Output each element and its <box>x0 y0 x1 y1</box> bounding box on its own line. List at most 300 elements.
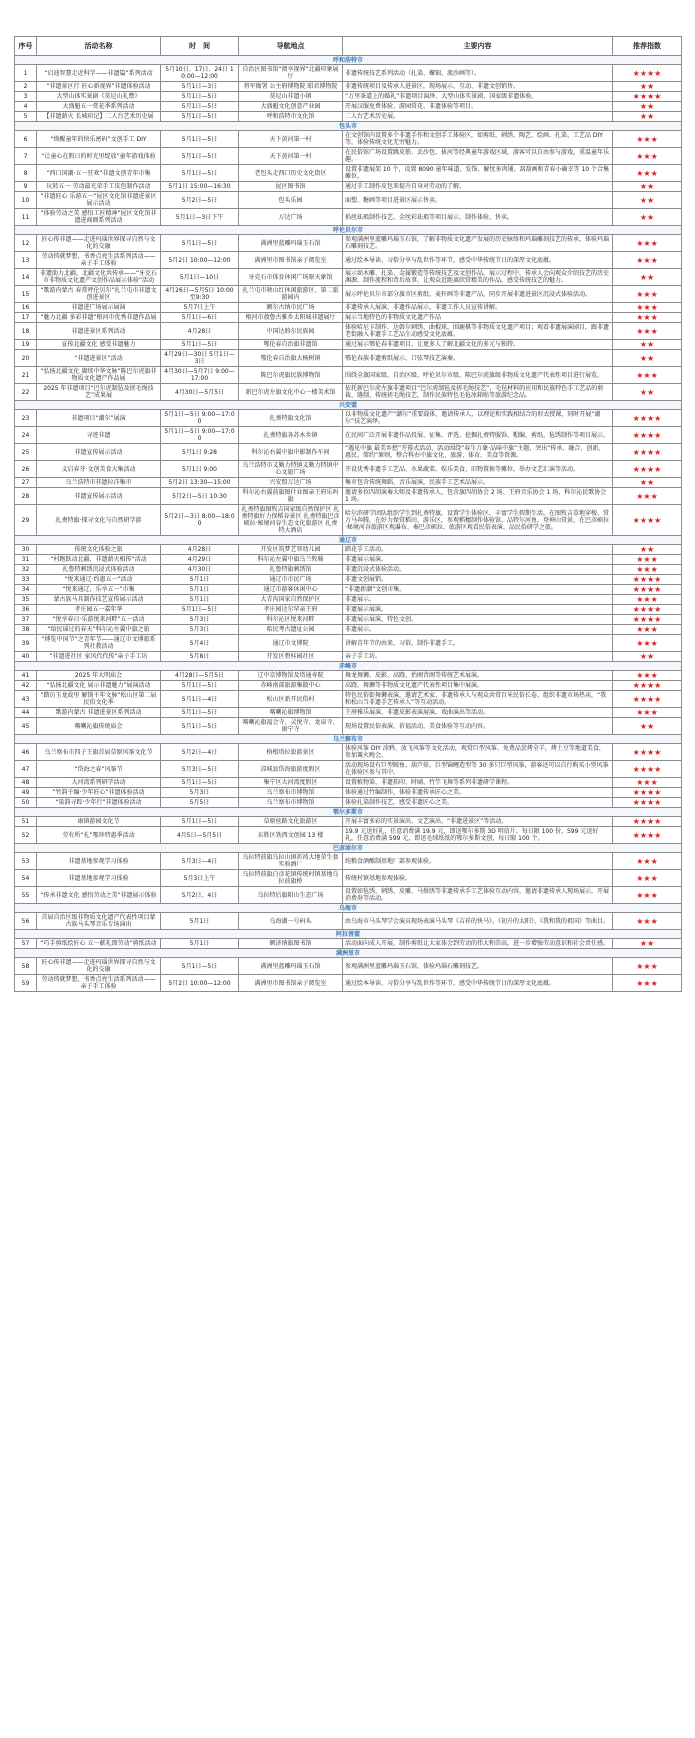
cell-content: 在文创馆内设置多个非遗手作和文创手工体验区，如剪纸、刺绣、陶艺、绘画、扎染、工艺品 DIY 等，体验传统文化无穷魅力。 <box>343 131 613 148</box>
table-row <box>15 827 682 844</box>
cell-time: 4月29日—30日 5月1日—3日 <box>161 350 239 367</box>
cell-no: 35 <box>15 595 37 605</box>
header-place: 导航地点 <box>239 37 343 56</box>
cell-time: 5月8日 <box>161 652 239 662</box>
table-row <box>15 817 682 827</box>
cell-time: 5月1日 <box>161 595 239 605</box>
cell-rating: ★★★ <box>613 565 682 575</box>
cell-rating: ★★ <box>613 112 682 122</box>
cell-content: 活动现场设有巨型鲸鱼、葫芦娃、巨型锦鲤造型等 30 多只巨型风筝，游客还可以自行购买小型风筝在体验区参与其中。 <box>343 761 613 778</box>
cell-rating: ★★★★ <box>613 788 682 798</box>
cell-place: 满洲里蓝雕玛瑙玉石馆 <box>239 235 343 252</box>
cell-name: 非遗进景区系列活动 <box>37 323 161 340</box>
cell-content: 以非物质文化遗产“潮尔”重要载体，邀请传承人，以理论和实践相结合的形式授课，同时开展“潮尔”技艺演绎。 <box>343 410 613 427</box>
cell-place: 东胜区铁西文创园 13 楼 <box>239 827 343 844</box>
cell-name: 蒙古族马具制作技艺宣传展示活动 <box>37 595 161 605</box>
cell-name: 大盛魁五一赏花季系列活动 <box>37 102 161 112</box>
cell-place: 扎赉特旗图牧吉国家级自然保护区 扎赉特旗好力保稻谷景区 扎赉特旗巴彦硕拉·秘境河谷生态文化旅游区 扎赉特大酒店 <box>239 505 343 536</box>
cell-name: 非遗基地参观学习体验 <box>37 870 161 887</box>
cell-no: 45 <box>15 718 37 735</box>
cell-no: 48 <box>15 778 37 788</box>
cell-content: 非遗展示展演。 <box>343 555 613 565</box>
cell-rating: ★★ <box>613 192 682 209</box>
cell-content: 讲解青年节的由来、习俗，制作非遗手工。 <box>343 635 613 652</box>
cell-place: 满洲里市图书馆亲子阅览室 <box>239 252 343 269</box>
cell-content: 体验风筝 DIY 涂鸦、放飞风筝等文化活动，观赏巨型风筝、免费品尝烤全羊，烤土豆等地道美食，参加篝火晚会。 <box>343 744 613 761</box>
table-row <box>15 913 682 930</box>
cell-content: 高跷、舞狮等非物质文化遗产代表性项目集中展演。 <box>343 681 613 691</box>
cell-place: 将军衙署 公主府博物院 昭君博物院 <box>239 82 343 92</box>
cell-no: 8 <box>15 165 37 182</box>
cell-rating: ★★★ <box>613 635 682 652</box>
table-row <box>15 367 682 384</box>
cell-place: 中国达斡尔民族园 <box>239 323 343 340</box>
cell-rating: ★★ <box>613 939 682 949</box>
cell-no: 28 <box>15 488 37 505</box>
cell-name: 【非遗薪火 长城印记】二人台艺术历史展 <box>37 112 161 122</box>
cell-time: 5月3日—4日 <box>161 853 239 870</box>
table-row <box>15 148 682 165</box>
cell-time: 4月29日 <box>161 555 239 565</box>
cell-content: “遇见中旗 最美乡愁”开幕式活动，活动围绕“春生万象·品味中旗”主题，突出“传承、融合、创新、惠民、简约”原则，整合科右中旗文化、旅游、体育、美食等资源。 <box>343 444 613 461</box>
cell-name: 康镇游园文化节 <box>37 817 161 827</box>
cell-content: 在民间广泛开展非遗作品投展、征集、评选、挖掘扎赉特服饰、帽编、剪纸、毡绣制作等项目展示。 <box>343 427 613 444</box>
cell-no: 9 <box>15 182 37 192</box>
table-row <box>15 427 682 444</box>
cell-place: 乌兰察布市博物馆 <box>239 798 343 808</box>
cell-time: 4月30日 <box>161 565 239 575</box>
table-row <box>15 313 682 323</box>
region-header-row <box>15 949 682 958</box>
cell-content: 展示当地特色的非物质文化遗产作品 <box>343 313 613 323</box>
cell-content: 舞龙舞狮、皮影、高跷、抬阁背阁等传统艺术展演。 <box>343 671 613 681</box>
cell-no: 24 <box>15 427 37 444</box>
cell-name: “歌游内蒙古 春赏呼伦贝尔”扎兰屯市非遗文创进景区 <box>37 286 161 303</box>
cell-time: 5月1日—5日 <box>161 148 239 165</box>
cell-rating: ★★ <box>613 269 682 286</box>
cell-time: 5月1日—3日 <box>161 82 239 92</box>
cell-time: 5月1日—5日 <box>161 92 239 102</box>
cell-place: 格根塔拉旅游景区 <box>239 744 343 761</box>
cell-content: 集市包含传统舞蹈、音乐展演，民族手工艺术品展示。 <box>343 478 613 488</box>
cell-name: “西口国潮·五一狂欢”非遗文创青年市集 <box>37 165 161 182</box>
cell-place: 开发区筑梦艺智幼儿园 <box>239 545 343 555</box>
cell-place: 满洲里市图书馆亲子阅览室 <box>239 975 343 992</box>
table-body <box>15 56 682 992</box>
region-name: 乌海市 <box>15 904 682 913</box>
table-row <box>15 615 682 625</box>
cell-rating: ★★★ <box>613 975 682 992</box>
cell-no: 10 <box>15 192 37 209</box>
cell-no: 26 <box>15 461 37 478</box>
cell-content: 面塑、糖画等项目进景区展示售卖。 <box>343 192 613 209</box>
cell-content: 开设优秀非遗手工艺品、水果蔬菜、娱乐美食、旧物置换等摊位，举办文艺汇演等活动。 <box>343 461 613 478</box>
cell-rating: ★★★ <box>613 313 682 323</box>
cell-content: 非遗展示展演、特色文创。 <box>343 615 613 625</box>
cell-name: “博览中国节”之青年节——通辽市文博旅系列社教活动 <box>37 635 161 652</box>
cell-rating: ★★★★ <box>613 65 682 82</box>
table-row <box>15 718 682 735</box>
cell-no: 22 <box>15 384 37 401</box>
cell-no: 52 <box>15 827 37 844</box>
cell-content: 展示如木雕、扎染、金属锻造等传统技艺及文创作品，展示过程中，传承人会向观众介绍技艺的历史渊源、制作流程和背后故事，让观众近距离欣赏精美的作品，感受传统技艺的魅力。 <box>343 269 613 286</box>
cell-no: 37 <box>15 615 37 625</box>
cell-name: “村跑跃动北疆，非遗薪火相传”活动 <box>37 555 161 565</box>
cell-no: 4 <box>15 102 37 112</box>
cell-place: 乌拉特前旗乌拉山镇祈祷大地荣生套实验酒厂 <box>239 853 343 870</box>
cell-no: 43 <box>15 691 37 708</box>
cell-rating: ★★★ <box>613 555 682 565</box>
cell-name: “非遗进景区”活动 <box>37 350 161 367</box>
cell-rating: ★★★★ <box>613 691 682 708</box>
cell-content: 非遗传统技艺系列活动（扎染、螺钿、流沙画等）。 <box>343 65 613 82</box>
cell-content: 通过绘本导读、习俗分享与乱世作等环节，感受中华传统节日的深厚文化底蕴。 <box>343 252 613 269</box>
cell-time: 4月28日—5月5日 <box>161 671 239 681</box>
cell-rating: ★★ <box>613 350 682 367</box>
cell-place: 喀喇沁旗博物馆 <box>239 708 343 718</box>
cell-name: 匠心传非遗——走进玛瑙世界探寻自然与文化的交融 <box>37 958 161 975</box>
cell-name: 非遗助力北疆，北疆文化共传承——“牙克石市非物质文化遗产文创作品展示体验”活动 <box>37 269 161 286</box>
cell-no: 13 <box>15 252 37 269</box>
cell-name: 非遗基地参观学习体验 <box>37 853 161 870</box>
cell-content: 非遗传统项目及传承人进景区，现场展示、互动、非遗文创销售。 <box>343 82 613 92</box>
cell-no: 30 <box>15 545 37 555</box>
cell-place: 乌拉特后旗阳山生态广场 <box>239 887 343 904</box>
cell-rating: ★★ <box>613 652 682 662</box>
cell-time: 5月1日—5日 <box>161 131 239 148</box>
cell-no: 17 <box>15 313 37 323</box>
table-row <box>15 708 682 718</box>
cell-time: 5月5日 <box>161 798 239 808</box>
cell-name: “悦来通辽，乐享五一”市集 <box>37 585 161 595</box>
cell-place: 开发区碧桂园社区 <box>239 652 343 662</box>
cell-name: 乌兰浩特市非遗拉洋集市 <box>37 478 161 488</box>
cell-name: 宣传北疆文化 感受非遗魅力 <box>37 340 161 350</box>
cell-place: 赤峰南部旅游集散中心 <box>239 681 343 691</box>
cell-name: 歌游内蒙古 非遗进景区系列活动 <box>37 708 161 718</box>
table-row <box>15 681 682 691</box>
table-row <box>15 350 682 367</box>
cell-place: 乌兰浩特市义勤力特镇义勤力特镇中心文旅广场 <box>239 461 343 478</box>
region-name: 呼伦贝尔市 <box>15 226 682 235</box>
table-row <box>15 92 682 102</box>
cell-rating: ★★★★ <box>613 461 682 478</box>
cell-place: 扎兰屯市映山红休闲旅游区、第二旅游园内 <box>239 286 343 303</box>
cell-time: 5月1日—5日 9:00—17:00 <box>161 410 239 427</box>
cell-rating: ★★★★ <box>613 585 682 595</box>
cell-no: 55 <box>15 887 37 904</box>
table-row <box>15 384 682 401</box>
cell-content: 体验通过竹编制作，体验非遗传承匠心之美。 <box>343 788 613 798</box>
region-header-row <box>15 844 682 853</box>
region-header-row <box>15 536 682 545</box>
region-name: 巴彦淖尔市 <box>15 844 682 853</box>
cell-place: 科尔沁左翼中旗乌兰牧骑 <box>239 555 343 565</box>
cell-name: “竹韵千编·少年匠心”非遗体验活动 <box>37 788 161 798</box>
table-row <box>15 209 682 226</box>
cell-time: 5月1日—5日 <box>161 340 239 350</box>
table-row <box>15 975 682 992</box>
cell-rating: ★★★★ <box>613 605 682 615</box>
cell-rating: ★★★ <box>613 887 682 904</box>
cell-place: 孝庄园达尔罕亲王府 <box>239 605 343 615</box>
cell-name: 2025 年非遗项目“巴尔虎制毡及搓毛绳技艺”成果展 <box>37 384 161 401</box>
region-name: 通辽市 <box>15 536 682 545</box>
table-row <box>15 887 682 904</box>
cell-content: 依托新巴尔虎左旗非遗项目“巴尔虎制毡及搓毛绳技艺”，毛毡材料的应用和民族特色手工艺品的剪裁、缝制、传统搓毛绳技艺，制作民族特色毛毡冰箱贴等旅游纪念品。 <box>343 384 613 401</box>
cell-time: 5月3日 <box>161 788 239 798</box>
cell-content: 由乌海市马头琴学会演员现场表演马头琴《吉祥的快马》、《初升的太阳》、《我和我的祖国》等曲目。 <box>343 913 613 930</box>
region-name: 赤峰市 <box>15 662 682 671</box>
cell-time: 5月1日—5日 <box>161 102 239 112</box>
cell-no: 11 <box>15 209 37 226</box>
cell-no: 53 <box>15 853 37 870</box>
cell-no: 33 <box>15 575 37 585</box>
cell-no: 38 <box>15 625 37 635</box>
region-header-row <box>15 735 682 744</box>
cell-place: 扎赉特旗文化馆 <box>239 410 343 427</box>
cell-time: 5月1日—3日下午 <box>161 209 239 226</box>
cell-name: 大河湾系列研学活动 <box>37 778 161 788</box>
cell-name: 劳动铸就梦想，书香点亮生活系列活动——亲子手工体验 <box>37 975 161 992</box>
cell-time: 5月3日 <box>161 615 239 625</box>
table-row <box>15 410 682 427</box>
cell-time: 5月7日上午 <box>161 303 239 313</box>
cell-rating: ★★ <box>613 209 682 226</box>
cell-name: “弘扬北疆文化 展示非遗魅力”展演活动 <box>37 681 161 691</box>
cell-name: “启迪智慧走近科学——非遗篇”系列活动 <box>37 65 161 82</box>
cell-content: 王府雅乐展演、非遗皮影表演展演、戏曲演出等活动。 <box>343 708 613 718</box>
cell-rating: ★★ <box>613 340 682 350</box>
cell-name: “巧手剪纸绘匠心 五一献礼颂劳动”剪纸活动 <box>37 939 161 949</box>
region-header-row <box>15 226 682 235</box>
cell-name: 孝庄园五一嘉年华 <box>37 605 161 615</box>
cell-rating: ★★★ <box>613 303 682 313</box>
cell-content: 活动面向成人开展，制作剪纸让大家体会到劳动的伟大和崇高，进一步增强劳动意识和社会责任感。 <box>343 939 613 949</box>
cell-name: “非遗景区行 匠心新视界”非遗体验活动 <box>37 82 161 92</box>
cell-content: 参观满洲里蓝雕玛瑙玉石馆，了解非物质文化遗产发展的历史脉络和玛瑙雕刻技艺的传承，体验玛瑙石雕刻技艺。 <box>343 235 613 252</box>
cell-place: 老包头走西口历史文化街区 <box>239 165 343 182</box>
cell-content: 鄂伦春族非遗剪纸展示、口弦琴技艺演奏。 <box>343 350 613 367</box>
table-row <box>15 131 682 148</box>
cell-time: 5月2日 10:00—12:00 <box>161 975 239 992</box>
table-row <box>15 478 682 488</box>
table-row <box>15 112 682 122</box>
table-row <box>15 192 682 209</box>
cell-time: 5月2日—4日 <box>161 744 239 761</box>
cell-time: 5月1日—5日 <box>161 958 239 975</box>
cell-place: 哈民考古遗址公园 <box>239 625 343 635</box>
cell-rating: ★★★★ <box>613 427 682 444</box>
cell-rating: ★★ <box>613 718 682 735</box>
cell-rating: ★★ <box>613 102 682 112</box>
cell-name: 非遗宣传展示活动 <box>37 488 161 505</box>
cell-time: 4月5日—5月5日 <box>161 827 239 844</box>
table-row <box>15 323 682 340</box>
header-no: 序号 <box>15 37 37 56</box>
cell-no: 40 <box>15 652 37 662</box>
cell-content: 19.9 元送好礼，任意消费满 19.9 元，即送鄂尔多斯 3D 明信片。每日限 100 份，599 元送好礼，任意消费满 599 元，即送毛绒纸纸的鄂尔多斯文创，每日限 100 个。 <box>343 827 613 844</box>
table-row <box>15 652 682 662</box>
cell-no: 15 <box>15 286 37 303</box>
table-row <box>15 761 682 778</box>
cell-content: 通过绘本导读、习俗分享与乱世作等环节，感受中华传统节日的深厚文化底蕴。 <box>343 975 613 992</box>
cell-content: 纯粮食酒酿制基地厂部参观体验。 <box>343 853 613 870</box>
cell-rating: ★★★★ <box>613 681 682 691</box>
cell-content: 通过手工制作皮包来提升自身对劳动的了解。 <box>343 182 613 192</box>
cell-place: 科尔沁右翼中旗中影制作车间 <box>239 444 343 461</box>
region-header-row <box>15 401 682 410</box>
cell-time: 4月30日—5月5日 <box>161 384 239 401</box>
cell-rating: ★★★★ <box>613 410 682 427</box>
cell-rating: ★★★★ <box>613 575 682 585</box>
cell-time: 5月1日 9:00 <box>161 461 239 478</box>
cell-name: “悦享春日·乐游悦来河畔”五一活动 <box>37 615 161 625</box>
table-row <box>15 575 682 585</box>
cell-place: 牙克石市体育休闲广场原天象馆 <box>239 269 343 286</box>
cell-no: 54 <box>15 870 37 887</box>
cell-rating: ★★★★ <box>613 827 682 844</box>
table-row <box>15 488 682 505</box>
cell-content: 邀请多位四胡演奏大师及非遗传承人，包含旗四胡协会 2 场、王府音乐协会 1 场、科尔沁民歌协会 1 场。 <box>343 488 613 505</box>
cell-content: 参观满洲里蓝雕玛瑙玉石馆，体验玛瑙石雕刻技艺。 <box>343 958 613 975</box>
cell-place: 陈巴尔虎旗民族博物馆 <box>239 367 343 384</box>
cell-time: 5月1日—5日 <box>161 605 239 615</box>
cell-place: 扎鲁特旗刺绣馆 <box>239 565 343 575</box>
cell-content: 现场设置民俗表演、祈福活动，美食体验等互动内容。 <box>343 718 613 735</box>
cell-time: 5月1日 <box>161 913 239 930</box>
cell-place: 昆区图书馆 <box>239 182 343 192</box>
cell-time: 5月1日 <box>161 585 239 595</box>
cell-place: 大盛魁文化创意产业园 <box>239 102 343 112</box>
cell-name: 乌兰察布市四子王旗首届草原风筝文化节 <box>37 744 161 761</box>
cell-content: 二人台艺术历史展。 <box>343 112 613 122</box>
region-header-row <box>15 904 682 913</box>
cell-time: 5月1日 9:28 <box>161 444 239 461</box>
cell-content: 非遗沉浸式体验活动。 <box>343 565 613 575</box>
cell-name: 义启春芽·文创美食大集活动 <box>37 461 161 478</box>
table-row <box>15 939 682 949</box>
cell-name: 非遗项目“潮尔”展演 <box>37 410 161 427</box>
cell-place: 辽中京博物馆及塔通寿院 <box>239 671 343 681</box>
region-name: 鄂尔多斯市 <box>15 808 682 817</box>
cell-place: 天下黄河第一村 <box>239 148 343 165</box>
cell-time: 5月1日—6日 <box>161 313 239 323</box>
cell-no: 21 <box>15 367 37 384</box>
cell-no: 29 <box>15 505 37 536</box>
cell-content: “万里茶道上的婚礼”非遗项目演绎、大型山体实景剧、国家级非遗体验。 <box>343 92 613 102</box>
cell-place: 鄂伦春自治旗非遗馆 <box>239 340 343 350</box>
cell-rating: ★★★★ <box>613 444 682 461</box>
cell-no: 57 <box>15 939 37 949</box>
cell-place: 万达广场 <box>239 209 343 226</box>
table-row <box>15 778 682 788</box>
cell-place: 根河市敖鲁古雅乡太阳城非遗展厅 <box>239 313 343 323</box>
cell-place: 呼和浩特市文化馆 <box>239 112 343 122</box>
cell-name: “体验劳动之美 感悟工匠精神”昆区文化馆非遗进商圈系列活动 <box>37 209 161 226</box>
cell-place: 喀喇沁旗福会寺、灵悦寺、龙泉寺、康宁寺 <box>239 718 343 735</box>
cell-rating: ★★★ <box>613 595 682 605</box>
cell-time: 5月1日—5日 <box>161 112 239 122</box>
cell-no: 41 <box>15 671 37 681</box>
cell-rating: ★★★★ <box>613 761 682 778</box>
cell-name: “非遗进社区 家风代代传”亲子手工坊 <box>37 652 161 662</box>
cell-no: 49 <box>15 788 37 798</box>
cell-place: 通辽市市民广场 <box>239 575 343 585</box>
cell-place: 松山区新开民俗村 <box>239 691 343 708</box>
cell-rating: ★★★ <box>613 913 682 930</box>
cell-name: “非遗匠心 乐游五一”昆区文化馆非遗进景区展示活动 <box>37 192 161 209</box>
cell-no: 6 <box>15 131 37 148</box>
cell-rating: ★★★★ <box>613 798 682 808</box>
header-rating: 推荐指数 <box>613 37 682 56</box>
cell-name: “让童心在假日的时光里绽放”童年游戏体验 <box>37 148 161 165</box>
cell-content: 传统村镇基地参观体验。 <box>343 870 613 887</box>
table-row <box>15 585 682 595</box>
cell-place: 满洲里蓝雕玛瑙玉石馆 <box>239 958 343 975</box>
cell-time: 5月1日—5日 <box>161 165 239 182</box>
cell-no: 39 <box>15 635 37 652</box>
cell-name: “传承非遗文化 感悟劳动之美”非遗展示体验 <box>37 887 161 904</box>
cell-name: “染韵寻踪·少年行”非遗体验活动 <box>37 798 161 808</box>
cell-rating: ★★★★ <box>613 505 682 536</box>
table-row <box>15 461 682 478</box>
table-row <box>15 605 682 615</box>
cell-no: 58 <box>15 958 37 975</box>
cell-content: 展示呼伦贝尔市部分旗市区剪纸、麦秆画等非遗产品，同步开展非遗进景区沉浸式体验活动。 <box>343 286 613 303</box>
table-row <box>15 958 682 975</box>
cell-place: 大青沟国家自然保护区 <box>239 595 343 605</box>
header-name: 活动名称 <box>37 37 161 56</box>
cell-time: 5月2日—5日 10:30 <box>161 488 239 505</box>
cell-rating: ★★ <box>613 384 682 401</box>
cell-name: 首届自治区级非物质文化遗产代表性项目蒙古族马头琴音乐专场演出 <box>37 913 161 930</box>
cell-no: 46 <box>15 744 37 761</box>
table-row <box>15 635 682 652</box>
region-header-row <box>15 56 682 65</box>
cell-rating: ★★★★ <box>613 92 682 102</box>
cell-rating: ★★★ <box>613 671 682 681</box>
cell-time: 5月1日—5日 <box>161 718 239 735</box>
cell-name: 喀喇沁旗传统庙会 <box>37 718 161 735</box>
cell-place: 乌兰察布市博物馆 <box>239 788 343 798</box>
cell-place: 包头乐园 <box>239 192 343 209</box>
cell-name: 劳动铸就梦想，书香点亮生活系列活动——亲子手工体验 <box>37 252 161 269</box>
cell-place: 天下黄河第一村 <box>239 131 343 148</box>
cell-rating: ★★★ <box>613 367 682 384</box>
table-row <box>15 595 682 605</box>
cell-place: 鄂伦春自治旗大杨树镇 <box>239 350 343 367</box>
region-header-row <box>15 122 682 131</box>
cell-rating: ★★★ <box>613 708 682 718</box>
cell-rating: ★★★★ <box>613 817 682 827</box>
table-row <box>15 252 682 269</box>
cell-no: 23 <box>15 410 37 427</box>
cell-no: 1 <box>15 65 37 82</box>
cell-name: “踏访玉龙故里 解锁千年文脉”松山区第二届民俗文化季 <box>37 691 161 708</box>
cell-content: 非遗文创展销。 <box>343 575 613 585</box>
cell-time: 5月10日、17日、24日 10:00—12:00 <box>161 65 239 82</box>
cell-place: 扎赉特旗各苏木乡镇 <box>239 427 343 444</box>
cell-time: 5月4日 <box>161 635 239 652</box>
cell-time: 5月2日 10:00—12:00 <box>161 252 239 269</box>
cell-content: 体验扎染制作技艺，感受非遗匠心之美。 <box>343 798 613 808</box>
cell-time: 5月1日—5日 <box>161 778 239 788</box>
cell-place: 草原丝路文化旅游区 <box>239 817 343 827</box>
cell-name: “岱海之春”风筝节 <box>37 761 161 778</box>
cell-content: 亲子手工坊。 <box>343 652 613 662</box>
table-row <box>15 505 682 536</box>
